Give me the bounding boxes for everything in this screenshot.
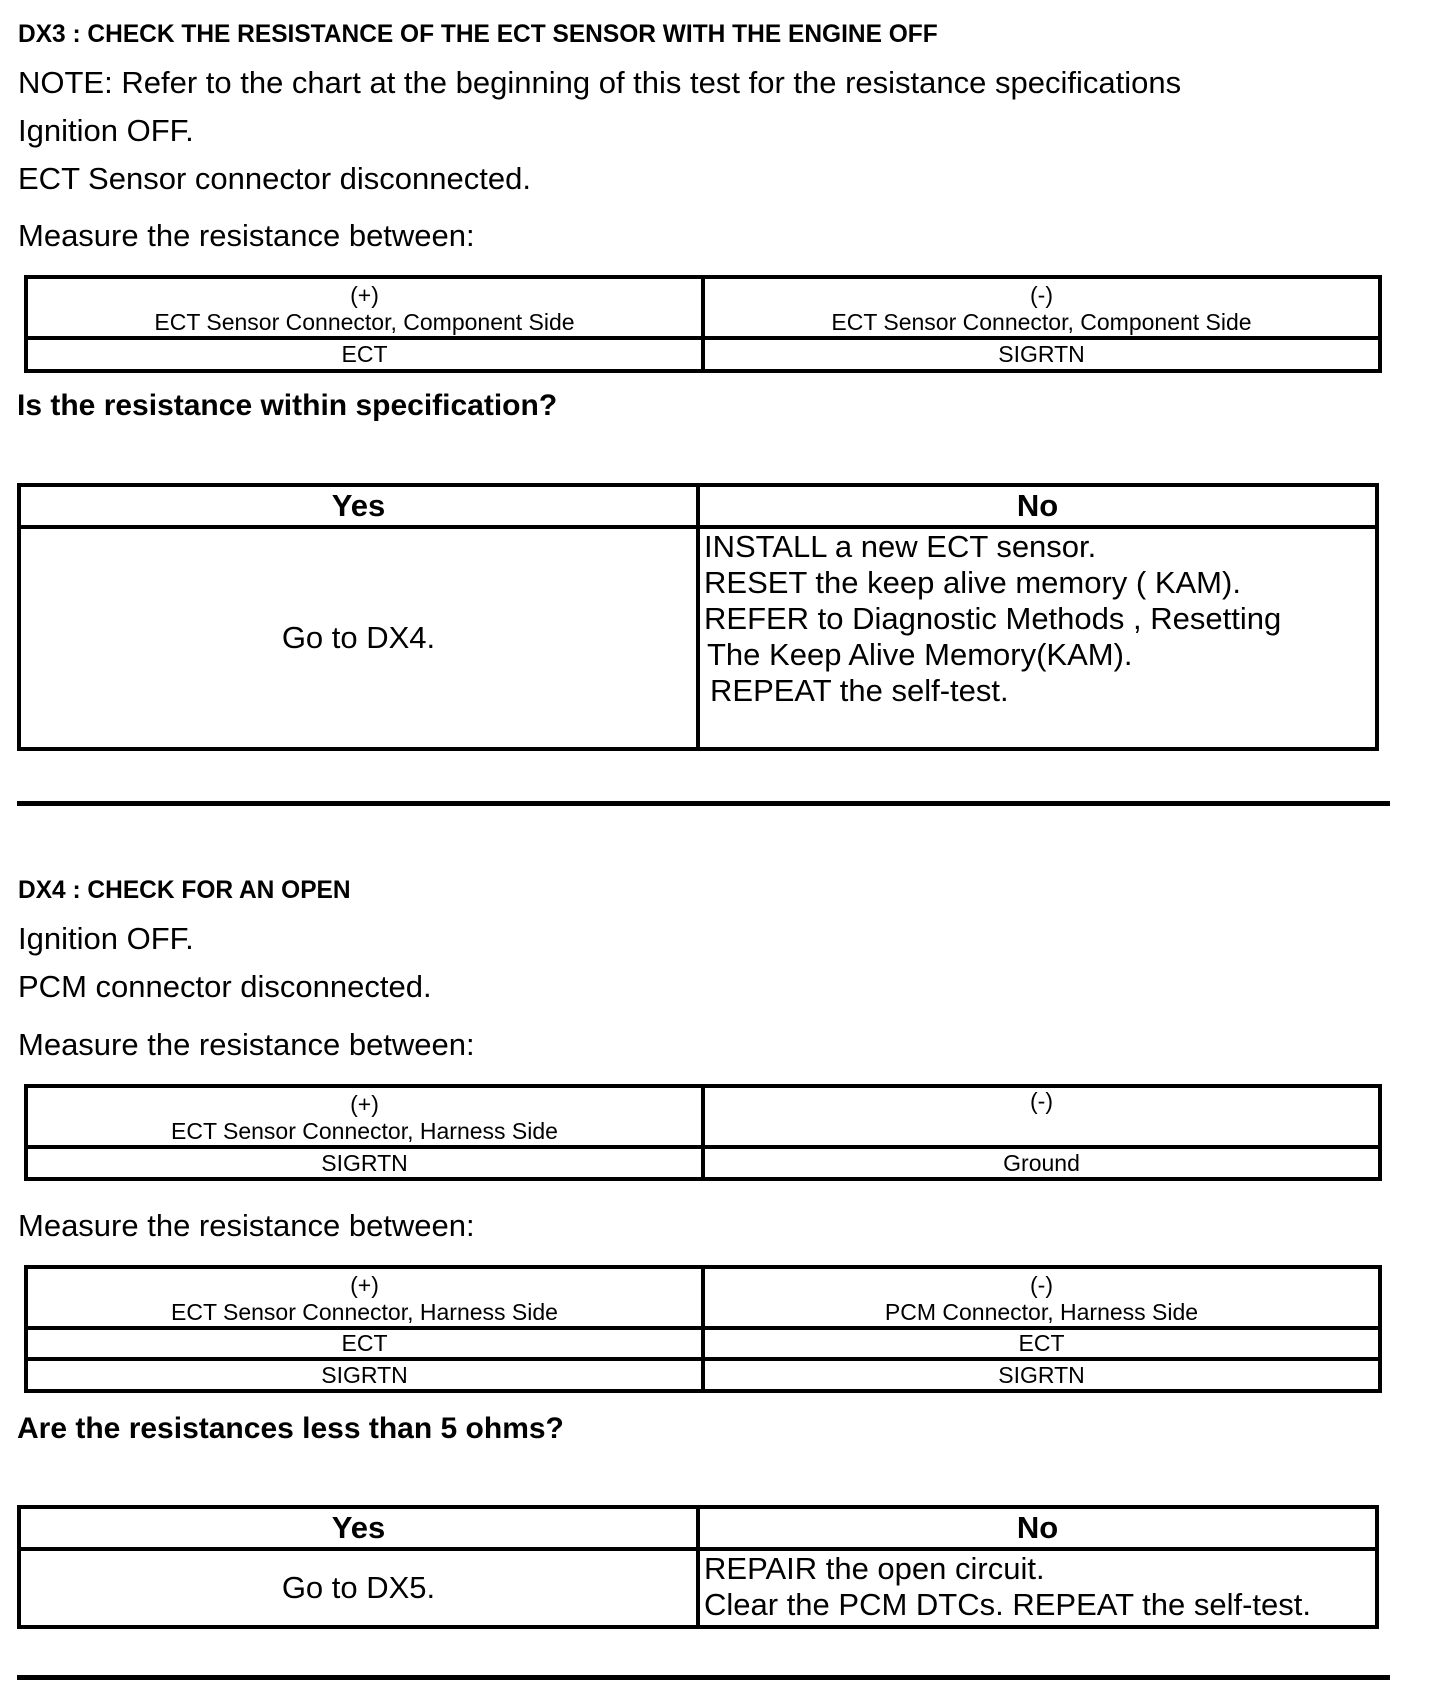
dx4-measure-label-2: Measure the resistance between: xyxy=(18,1208,475,1243)
polarity-label: (-) xyxy=(1030,282,1053,308)
polarity-label: (+) xyxy=(350,282,379,308)
dx4-decision-table xyxy=(17,1505,1379,1629)
decision-header-row xyxy=(19,485,1377,527)
yes-action: Go to DX4. xyxy=(19,527,698,749)
no-header: No xyxy=(698,485,1377,527)
polarity-label: (-) xyxy=(1030,1272,1053,1298)
decision-row xyxy=(19,1549,1377,1627)
table-cell: ECT xyxy=(26,338,703,371)
table-cell: SIGRTN xyxy=(26,1359,703,1391)
no-action-item: REFER to Diagnostic Methods , Resetting xyxy=(704,601,1282,636)
table-header-row xyxy=(26,1267,1380,1328)
table-cell: SIGRTN xyxy=(703,1359,1380,1391)
dx4-measurement-table-2 xyxy=(24,1265,1382,1393)
polarity-label: (+) xyxy=(350,1091,379,1117)
dx4-step-ignition: Ignition OFF. xyxy=(18,921,194,956)
polarity-label: (+) xyxy=(350,1272,379,1298)
positive-probe-header xyxy=(26,1267,703,1328)
dx3-measure-label: Measure the resistance between: xyxy=(18,218,475,253)
location-label: ECT Sensor Connector, Harness Side xyxy=(171,1299,558,1325)
no-header: No xyxy=(698,1507,1377,1549)
no-action-item: INSTALL a new ECT sensor. xyxy=(704,529,1097,564)
table-row xyxy=(26,1359,1380,1391)
dx3-question: Is the resistance within specification? xyxy=(17,389,558,422)
positive-probe-header xyxy=(26,277,703,338)
no-actions xyxy=(698,527,1377,749)
dx3-decision-table xyxy=(17,483,1379,751)
table-cell: SIGRTN xyxy=(703,338,1380,371)
section-divider xyxy=(17,1675,1390,1680)
table-cell: ECT xyxy=(703,1328,1380,1359)
table-cell: ECT xyxy=(26,1328,703,1359)
dx3-step-ignition: Ignition OFF. xyxy=(18,113,194,148)
positive-probe-header xyxy=(26,1086,703,1147)
no-action-item: RESET the keep alive memory ( KAM). xyxy=(704,565,1241,600)
yes-action: Go to DX5. xyxy=(19,1549,698,1627)
location-label: ECT Sensor Connector, Harness Side xyxy=(171,1118,558,1144)
no-action-item: The Keep Alive Memory(KAM). xyxy=(707,637,1133,672)
dx4-step-connector: PCM connector disconnected. xyxy=(18,969,432,1004)
dx3-note: NOTE: Refer to the chart at the beginning of this test for the resistance specifications xyxy=(18,65,1182,100)
table-row xyxy=(26,1147,1380,1179)
table-header-row xyxy=(26,277,1380,338)
decision-row xyxy=(19,527,1377,749)
table-row xyxy=(26,1328,1380,1359)
dx4-question: Are the resistances less than 5 ohms? xyxy=(17,1412,564,1445)
dx3-step-connector: ECT Sensor connector disconnected. xyxy=(18,161,531,196)
dx4-measurement-table-1 xyxy=(24,1084,1382,1181)
no-action-item: REPAIR the open circuit. xyxy=(704,1551,1045,1586)
dx3-heading: DX3 : CHECK THE RESISTANCE OF THE ECT SENSOR WITH THE ENGINE OFF xyxy=(18,20,938,48)
table-cell: SIGRTN xyxy=(26,1147,703,1179)
no-actions xyxy=(698,1549,1377,1627)
dx3-measurement-table xyxy=(24,275,1382,373)
no-action-item: REPEAT the self-test. xyxy=(710,673,1009,708)
table-header-row xyxy=(26,1086,1380,1147)
yes-header: Yes xyxy=(19,1507,698,1549)
table-cell: Ground xyxy=(703,1147,1380,1179)
no-action-item: Clear the PCM DTCs. REPEAT the self-test. xyxy=(704,1587,1311,1622)
section-divider xyxy=(17,801,1390,806)
location-label: ECT Sensor Connector, Component Side xyxy=(831,309,1252,335)
negative-probe-header xyxy=(703,1267,1380,1328)
yes-header: Yes xyxy=(19,485,698,527)
location-label: ECT Sensor Connector, Component Side xyxy=(154,309,575,335)
negative-probe-header xyxy=(703,277,1380,338)
location-label: PCM Connector, Harness Side xyxy=(884,1299,1199,1325)
table-row xyxy=(26,338,1380,371)
negative-probe-header xyxy=(703,1086,1380,1147)
decision-header-row xyxy=(19,1507,1377,1549)
polarity-label: (-) xyxy=(1030,1088,1053,1114)
dx4-heading: DX4 : CHECK FOR AN OPEN xyxy=(18,876,351,904)
dx4-measure-label-1: Measure the resistance between: xyxy=(18,1027,475,1062)
